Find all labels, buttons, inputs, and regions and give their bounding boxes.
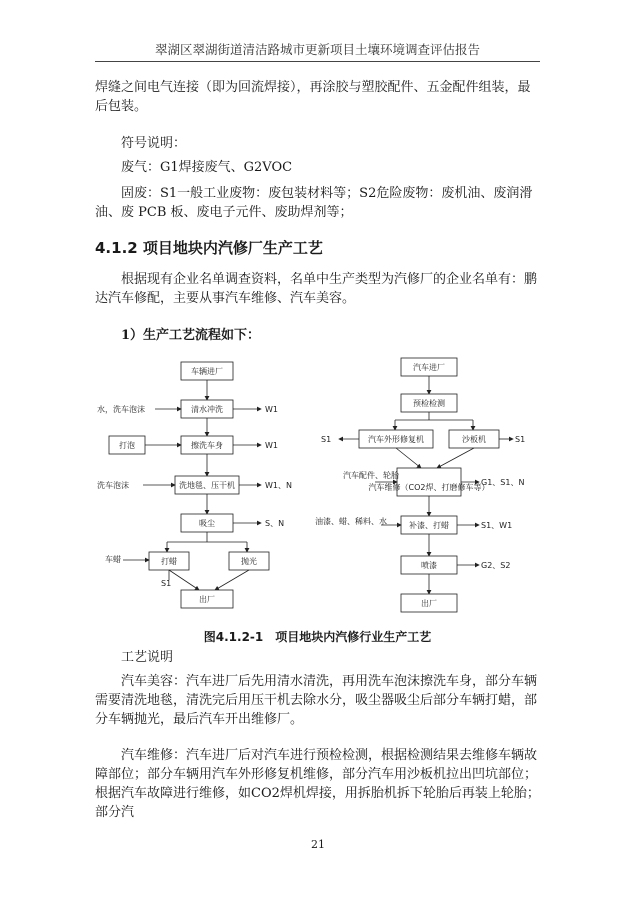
rf-box-touchup-label: 补漆、打蜡 [409,521,449,530]
lf-output-s-n: S、N [265,519,285,528]
lf-output-w1-n: W1、N [265,481,292,490]
lf-box-exit-label: 出厂 [199,595,215,604]
rf-output-s1-w1: S1、W1 [481,521,513,530]
lf-box-vehicle-in-label: 车辆进厂 [191,367,223,376]
rf-output-s1-a: S1 [321,435,332,444]
rf-input-parts: 汽车配件、轮胎 [343,471,399,480]
lf-box-wax-label: 打蜡 [161,557,177,566]
section-title: 4.1.2 项目地块内汽修厂生产工艺 [95,239,323,257]
lf-box-polish-label: 抛光 [241,557,257,566]
rf-box-vehicle-in-label: 汽车进厂 [413,363,445,372]
page-header: 翠湖区翠湖街道清洁路城市更新项目土壤环境调查评估报告 [95,40,540,62]
top-paragraph: 焊缝之间电气连接（即为回流焊接），再涂胶与塑胶配件、五金配件组装，最后包装。 [95,80,531,114]
lf-input-foam: 打泡 [119,441,135,450]
symbols-gas: 废气：G1焊接废气、G2VOC [121,160,293,175]
rf-output-g2-s2: G2、S2 [481,561,511,570]
rf-box-repair-label: 汽车维修（CO2焊、打磨修车等） [368,483,490,492]
rf-input-paint: 油漆、蜡、稀料、水 [315,517,387,526]
intro-paragraph: 根据现有企业名单调查资料，名单中生产类型为汽修厂的企业名单有：鹏达汽车修配，主要从事汽车维修、汽车美容。 [95,272,538,306]
symbol-heading: 符号说明： [121,136,187,151]
page-number: 21 [311,838,325,851]
lf-box-rinse-label: 清水冲洗 [191,405,223,414]
lf-output-w1-b: W1 [265,441,278,450]
lf-input-car-wax: 车蜡 [105,555,121,564]
symbols-solid: 固废：S1一般工业废物：废包装材料等；S2危险废物：废机油、废润滑油、废 PCB 板、废电子元件、废助焊剂等； [95,186,533,220]
rf-output-s1-b: S1 [515,435,526,444]
paragraph-car-repair: 汽车维修：汽车进厂后对汽车进行预检检测，根据检测结果去维修车辆故障部位；部分车辆用汽车外形修复机维修，部分汽车用沙板机拉出凹坑部位；根据汽车故障进行维修，如CO2焊机焊接，用拆胎机拆下轮胎后再装上轮胎；部分汽 [95,748,540,820]
lf-input-car-foam: 洗车泡沫 [97,481,129,490]
rf-box-body-repair-label: 汽车外形修复机 [368,435,424,444]
rf-box-sander-label: 沙板机 [462,435,486,444]
lf-box-vacuum-label: 吸尘 [199,519,215,528]
lf-input-water-foam: 水，洗车泡沫 [97,405,145,414]
figure-caption: 图4.1.2-1 项目地块内汽修行业生产工艺 [203,630,432,644]
rf-box-exit-label: 出厂 [421,599,437,608]
process-flow-diagram [95,350,540,620]
lf-box-wash-body-label: 擦洗车身 [191,441,223,450]
lf-box-carpet-label: 洗地毯、压干机 [179,481,235,490]
rf-box-precheck-label: 预检检测 [413,399,445,408]
lf-output-w1-a: W1 [265,405,278,414]
rf-output-g1-s1-n: G1、S1、N [481,478,525,487]
lf-output-s1: S1 [161,579,172,588]
flow-heading: 1）生产工艺流程如下： [121,328,261,343]
process-heading: 工艺说明 [121,650,174,665]
rf-box-spray-label: 喷漆 [421,561,437,570]
paragraph-car-beauty: 汽车美容：汽车进厂后先用清水清洗，再用洗车泡沫擦洗车身，部分车辆需要清洗地毯，清洗完后用压干机去除水分，吸尘器吸尘后部分车辆打蜡，部分车辆抛光，最后汽车开出维修厂。 [95,674,538,727]
